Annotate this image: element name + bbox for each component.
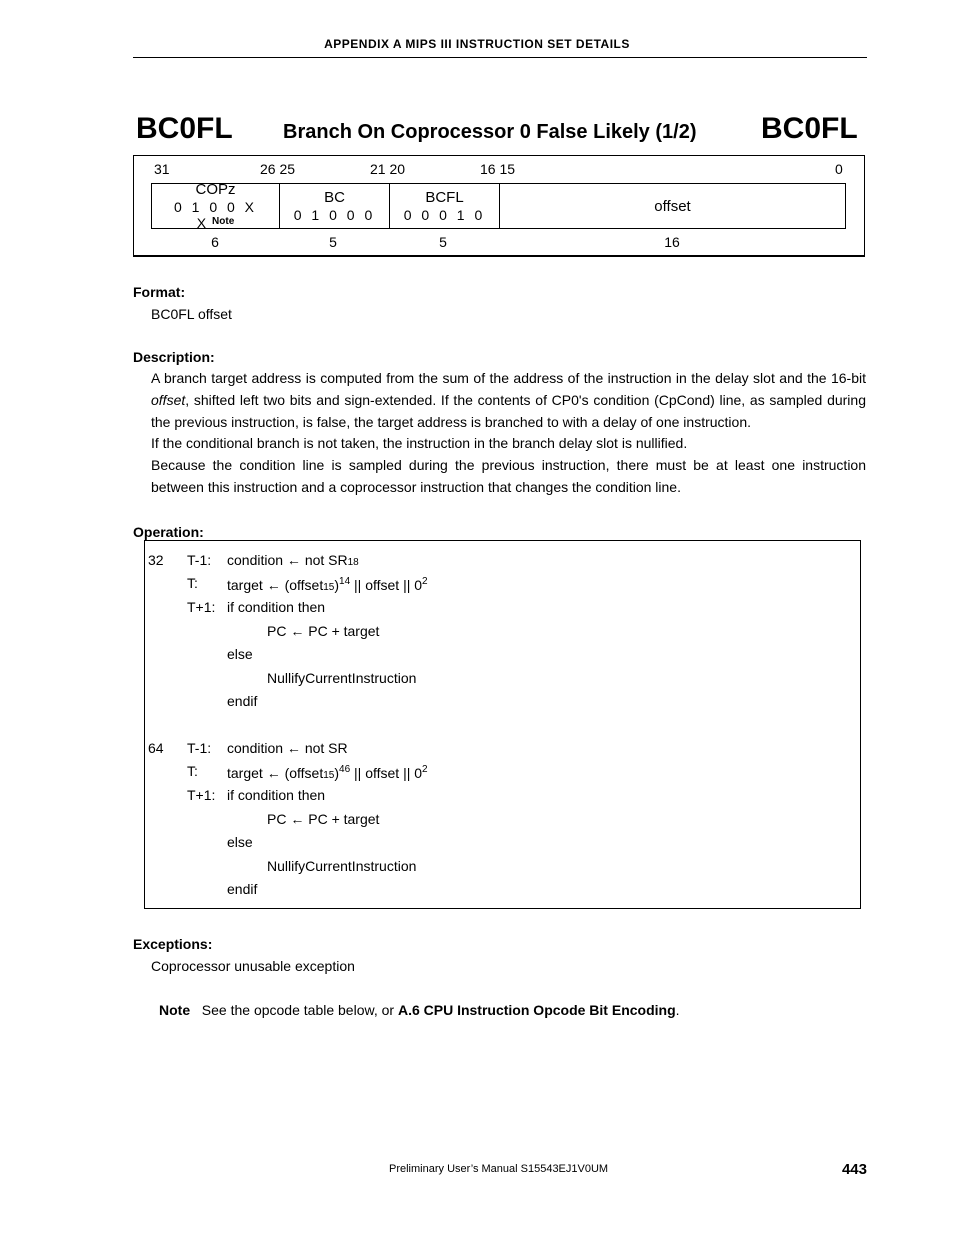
description-paragraph: If the conditional branch is not taken, the instruction in the branch delay slot is nullified. [151,435,688,452]
op-line: PC ← PC + target [267,623,380,639]
op-line: if condition then [227,787,326,803]
field-width: 16 [664,234,680,250]
op-line: if condition then [227,599,326,615]
description-heading: Description: [133,349,215,365]
field-bits: 0 1 0 0 X X $^{Note}$ [173,199,258,231]
timing-label: T-1: [187,740,212,756]
page-number: 443 [841,1161,867,1178]
field-width: 5 [329,234,337,250]
field-bits: 0 0 0 1 0 [403,207,486,223]
timing-label: T+1: [187,787,216,803]
op-line: condition ← not SR [227,740,348,756]
op-line: endif [227,693,258,709]
bit-label: 16 15 [480,161,516,177]
field-copz [152,181,280,231]
op-line: else [227,646,253,662]
op-line: target ← (offset15)$^{46}$ || offset || $0^2$ [227,764,428,781]
field-width: 5 [439,234,447,250]
mode-label: 64 [148,740,164,756]
bit-label: 26 25 [260,161,296,177]
field-name: offset [654,197,691,215]
exceptions-text: Coprocessor unusable exception [151,958,355,974]
timing-label: T: [187,575,198,591]
op-line: target ← (offset15)$^{14}$ || offset || $0^2$ [227,576,428,593]
header-rule [133,57,867,58]
note-label: Note [159,1002,191,1018]
instruction-title: Branch On Coprocessor 0 False Likely (1/2) [283,121,697,143]
exceptions-heading: Exceptions: [133,936,213,952]
op-line: PC ← PC + target [267,811,380,827]
description-body [151,368,866,499]
description-paragraph: Because the condition line is sampled during the previous instruction, there must be at least one instruction between this instruction and a coprocessor instruction that changes the condition line. [151,457,866,495]
field-bits: 0 1 0 0 0 [293,207,376,223]
op-line: NullifyCurrentInstruction [267,670,417,686]
description-paragraph: A branch target address is computed from the sum of the address of the instruction in the delay slot and the 16-bit offset, shifted left two bits and sign-extended. If the contents of CP0's condition (CpCond) line, as sampled during the previous instruction, is false, the target address is branched to with a delay of one instruction. [151,370,866,430]
operation-heading: Operation: [133,524,204,540]
field-offset [500,184,845,228]
timing-label: T+1: [187,599,216,615]
format-heading: Format: [133,284,186,300]
running-header: APPENDIX A MIPS III INSTRUCTION SET DETAILS [324,37,630,51]
field-name: BCFL [425,189,464,206]
bit-label: 31 [154,161,170,177]
mode-label: 32 [148,552,164,568]
note-reference: A.6 CPU Instruction Opcode Bit Encoding [397,1002,676,1018]
note: Note See the opcode table below, or A.6 CPU Instruction Opcode Bit Encoding. [159,1002,680,1018]
op-line: NullifyCurrentInstruction [267,858,417,874]
note-marker: Note [212,216,235,227]
field-name: COPz [195,181,236,198]
bit-label: 0 [835,161,843,177]
format-text: BC0FL offset [151,306,232,322]
footer-manual: Preliminary User’s Manual S15543EJ1V0UM [389,1163,609,1175]
timing-label: T-1: [187,552,212,568]
field-name: BC [324,189,345,206]
mnemonic-right: BC0FL [761,112,858,145]
mnemonic-left: BC0FL [136,112,233,145]
field-width: 6 [211,234,219,250]
operation-box [144,540,861,909]
op-line: else [227,834,253,850]
op-line: condition ← not SR18 [227,552,359,568]
op-line: endif [227,881,258,897]
bit-label: 21 20 [370,161,406,177]
field-bcfl [390,184,500,228]
field-bc [280,184,390,228]
timing-label: T: [187,763,198,779]
encoding-fields [151,183,846,229]
